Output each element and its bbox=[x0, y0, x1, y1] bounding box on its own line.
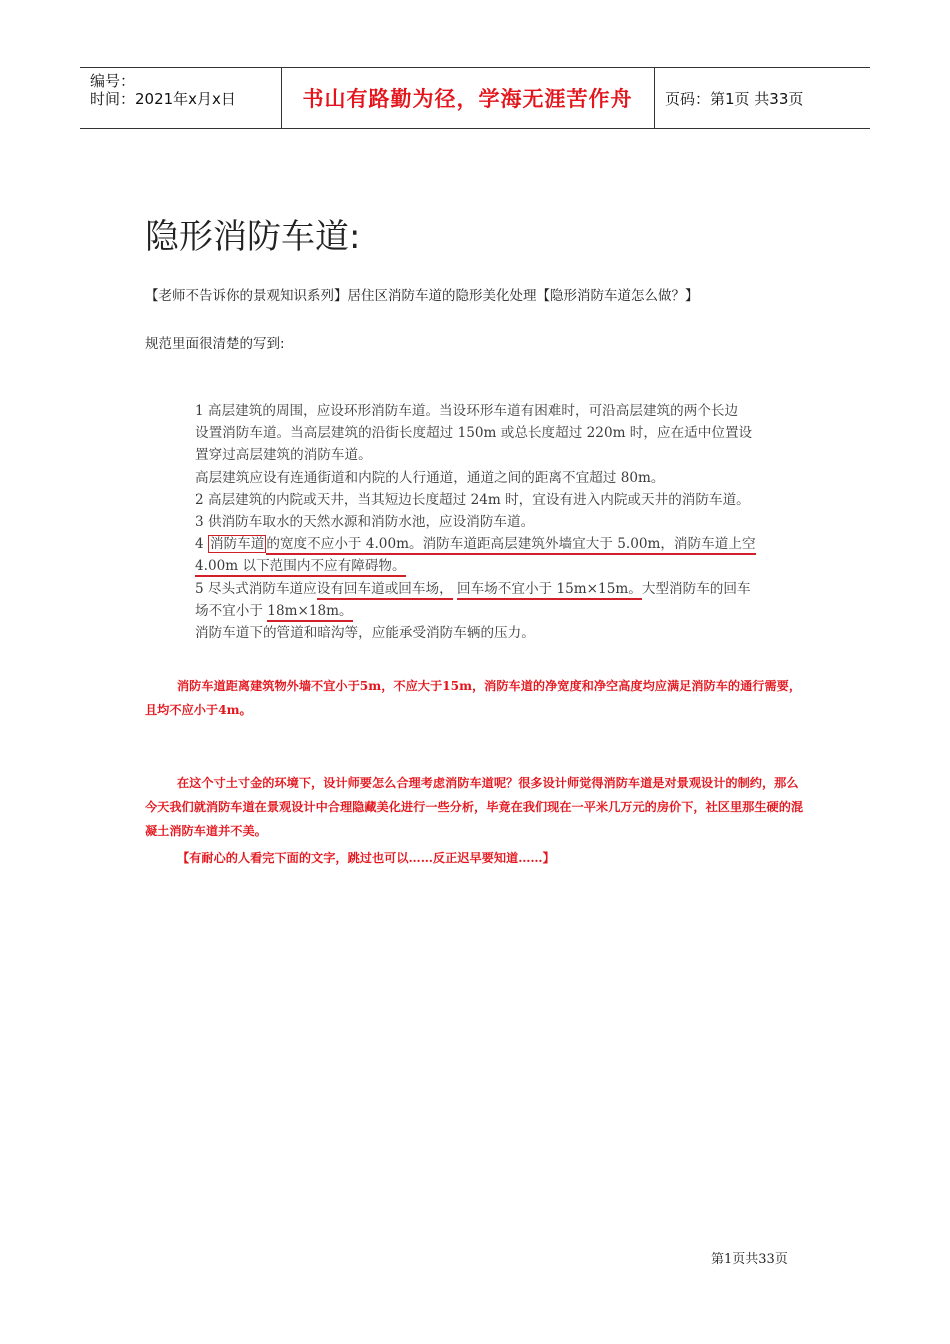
underlined-text: 4.00m 以下范围内不应有障碍物。 bbox=[195, 558, 406, 577]
regulation-line-highlighted bbox=[195, 555, 795, 577]
regulation-item-number: 4 bbox=[195, 536, 208, 553]
regulation-text: 场不宜小于 bbox=[195, 602, 268, 619]
regulation-line-highlighted bbox=[195, 600, 795, 622]
number-label: 编号： bbox=[90, 72, 136, 90]
underlined-text: 18m×18m。 bbox=[267, 603, 352, 622]
regulation-line: 高层建筑应设有连通街道和内院的人行通道，通道之间的距离不宜超过 80m。 bbox=[195, 469, 665, 486]
page-footer: 第1页共33页 bbox=[711, 1252, 788, 1267]
regulation-line-highlighted bbox=[195, 533, 795, 555]
paragraph-setback: 消防车道距离建筑物外墙不宜小于5m，不应大于15m，消防车道的净宽度和净空高度均应满足消防车的通行需要，且均不应小于4m。 bbox=[145, 679, 802, 717]
header-meta-cell bbox=[80, 68, 282, 128]
intro-text: 规范里面很清楚的写到: bbox=[145, 336, 285, 352]
regulation-line: 置穿过高层建筑的消防车道。 bbox=[195, 447, 372, 464]
regulation-text: 5 尽头式消防车道应 bbox=[195, 580, 317, 597]
boxed-term: 消防车道 bbox=[209, 536, 265, 553]
underlined-text: 回车场不宜小于 15m×15m。 bbox=[457, 581, 642, 600]
regulation-line: 设置消防车道。当高层建筑的沿街长度超过 150m 或总长度超过 220m 时，应在适中位置设 bbox=[195, 425, 753, 442]
regulation-line-highlighted bbox=[195, 578, 795, 600]
regulation-line: 1 高层建筑的周围，应设环形消防车道。当设环形车道有困难时，可沿高层建筑的两个长边 bbox=[195, 403, 739, 419]
regulation-line: 消防车道下的管道和暗沟等，应能承受消防车辆的压力。 bbox=[195, 624, 535, 641]
document-header bbox=[80, 67, 870, 129]
page-title: 隐形消防车道: bbox=[145, 217, 361, 257]
header-motto-cell bbox=[281, 68, 655, 128]
regulation-line: 2 高层建筑的内院或天井，当其短边长度超过 24m 时，宜设有进入内院或天井的消防车道。 bbox=[195, 491, 750, 508]
paragraph-design: 在这个寸土寸金的环境下，设计师要怎么合理考虑消防车道呢？很多设计师觉得消防车道是对景观设计的制约，那么今天我们就消防车道在景观设计中合理隐藏美化进行一些分析，毕竟在我们现在一平米几万元的房价下，社区里那生硬的混凝土消防车道并不美。 bbox=[145, 776, 804, 838]
header-page-info: 页码：第1页 共33页 bbox=[665, 89, 804, 108]
regulation-line: 3 供消防车取水的天然水源和消防水池，应设消防车道。 bbox=[195, 513, 535, 530]
regulation-text: 大型消防车的回车 bbox=[641, 580, 751, 597]
header-page-cell bbox=[655, 68, 870, 128]
underlined-text: 设有回车道或回车场， bbox=[317, 581, 453, 600]
regulation-excerpt bbox=[195, 400, 795, 644]
header-motto: 书山有路勤为径，学海无涯苦作舟 bbox=[302, 87, 633, 111]
underlined-text: 的宽度不应小于 4.00m。消防车道距高层建筑外墙宜大于 5.00m，消防车道上空 bbox=[266, 536, 755, 555]
time-label: 时间：2021年x月x日 bbox=[90, 90, 236, 108]
article-subtitle: 【老师不告诉你的景观知识系列】居住区消防车道的隐形美化处理【隐形消防车道怎么做？】 bbox=[145, 288, 699, 304]
paragraph-note: 【有耐心的人看完下面的文字，跳过也可以……反正迟早要知道……】 bbox=[177, 851, 555, 865]
